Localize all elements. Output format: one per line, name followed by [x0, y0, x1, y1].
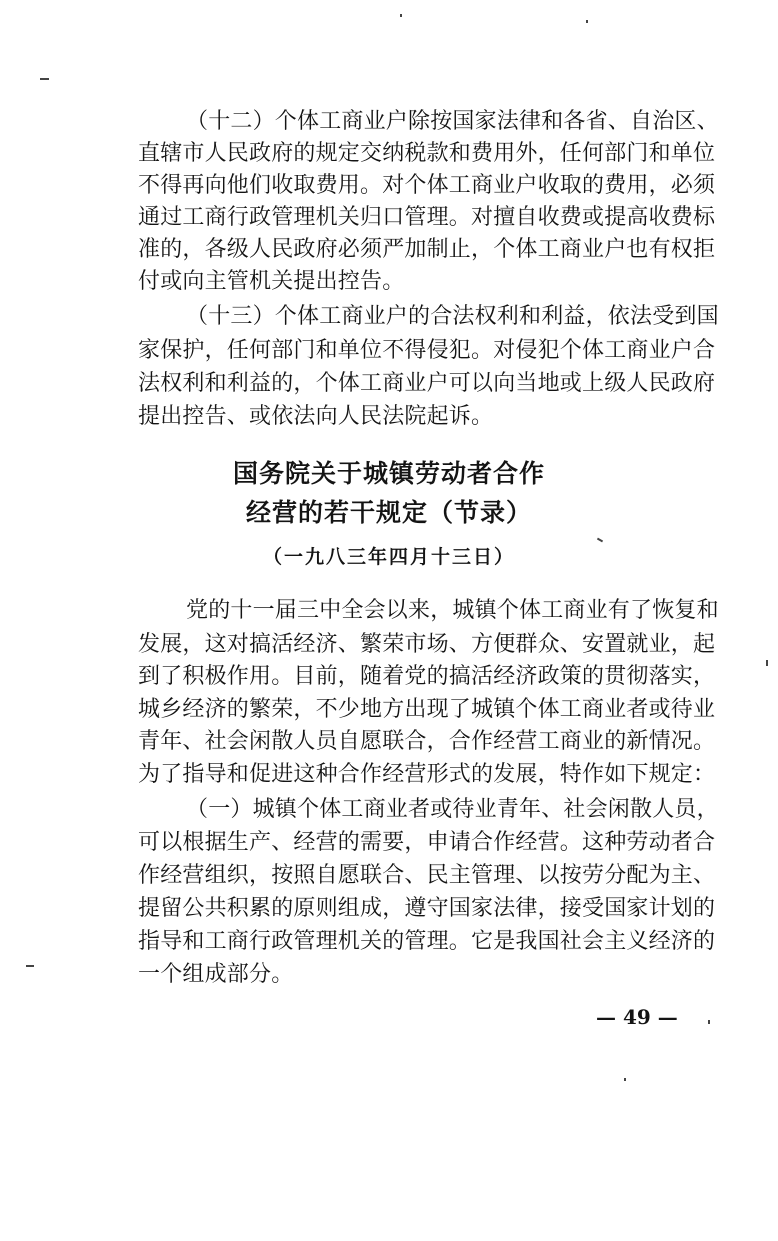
intro-paragraph-line: 为了指导和促进这种合作经营形式的发展，特作如下规定：	[138, 762, 716, 787]
paragraph-12-line: 准的，各级人民政府必须严加制止，个体工商业户也有权拒	[138, 237, 716, 262]
paragraph-13-line: 家保护，任何部门和单位不得侵犯。对侵犯个体工商业户合	[138, 338, 716, 363]
clause-1-line: （一）城镇个体工商业者或待业青年、社会闲散人员，	[186, 797, 719, 822]
intro-paragraph-line: 城乡经济的繁荣，不少地方出现了城镇个体工商业者或待业	[138, 697, 716, 722]
scan-speck	[708, 1020, 710, 1024]
scan-speck	[40, 78, 49, 80]
clause-1-line: 指导和工商行政管理机关的管理。它是我国社会主义经济的	[138, 929, 716, 954]
paragraph-12-line: 不得再向他们收取费用。对个体工商业户收取的费用，必须	[138, 173, 716, 198]
intro-paragraph-line: 青年、社会闲散人员自愿联合，合作经营工商业的新情况。	[138, 729, 716, 754]
paragraph-13-line: （十三）个体工商业户的合法权利和利益，依法受到国	[186, 304, 719, 329]
paragraph-13-line: 法权利和利益的，个体工商业户可以向当地或上级人民政府	[138, 371, 716, 396]
intro-paragraph-line: 到了积极作用。目前，随着党的搞活经济政策的贯彻落实，	[138, 664, 716, 689]
scan-speck	[26, 965, 34, 967]
scan-speck	[597, 538, 603, 543]
document-title-line-2: 经营的若干规定（节录）	[245, 498, 532, 527]
scan-speck	[586, 20, 588, 23]
clause-1-line: 一个组成部分。	[138, 962, 294, 987]
scan-speck	[400, 14, 402, 17]
paragraph-12-line: 直辖市人民政府的规定交纳税款和费用外，任何部门和单位	[138, 141, 716, 166]
paragraph-12-line: （十二）个体工商业户除按国家法律和各省、自治区、	[186, 109, 719, 134]
paragraph-12-line: 付或向主管机关提出控告。	[138, 269, 405, 294]
paragraph-12-line: 通过工商行政管理机关归口管理。对擅自收费或提高收费标	[138, 205, 716, 230]
document-title-line-1: 国务院关于城镇劳动者合作	[232, 459, 545, 488]
scan-speck	[624, 1078, 626, 1081]
document-date: （一九八三年四月十三日）	[262, 546, 515, 568]
clause-1-line: 提留公共积累的原则组成，遵守国家法律，接受国家计划的	[138, 896, 716, 921]
clause-1-line: 可以根据生产、经营的需要，申请合作经营。这种劳动者合	[138, 830, 716, 855]
intro-paragraph-line: 发展，这对搞活经济、繁荣市场、方便群众、安置就业，起	[138, 632, 716, 657]
clause-1-line: 作经营组织，按照自愿联合、民主管理、以按劳分配为主、	[138, 863, 716, 888]
scan-speck	[766, 660, 768, 666]
paragraph-13-line: 提出控告、或依法向人民法院起诉。	[138, 404, 494, 429]
page-number: — 49 —	[596, 1005, 678, 1029]
intro-paragraph-line: 党的十一届三中全会以来，城镇个体工商业有了恢复和	[186, 598, 719, 623]
